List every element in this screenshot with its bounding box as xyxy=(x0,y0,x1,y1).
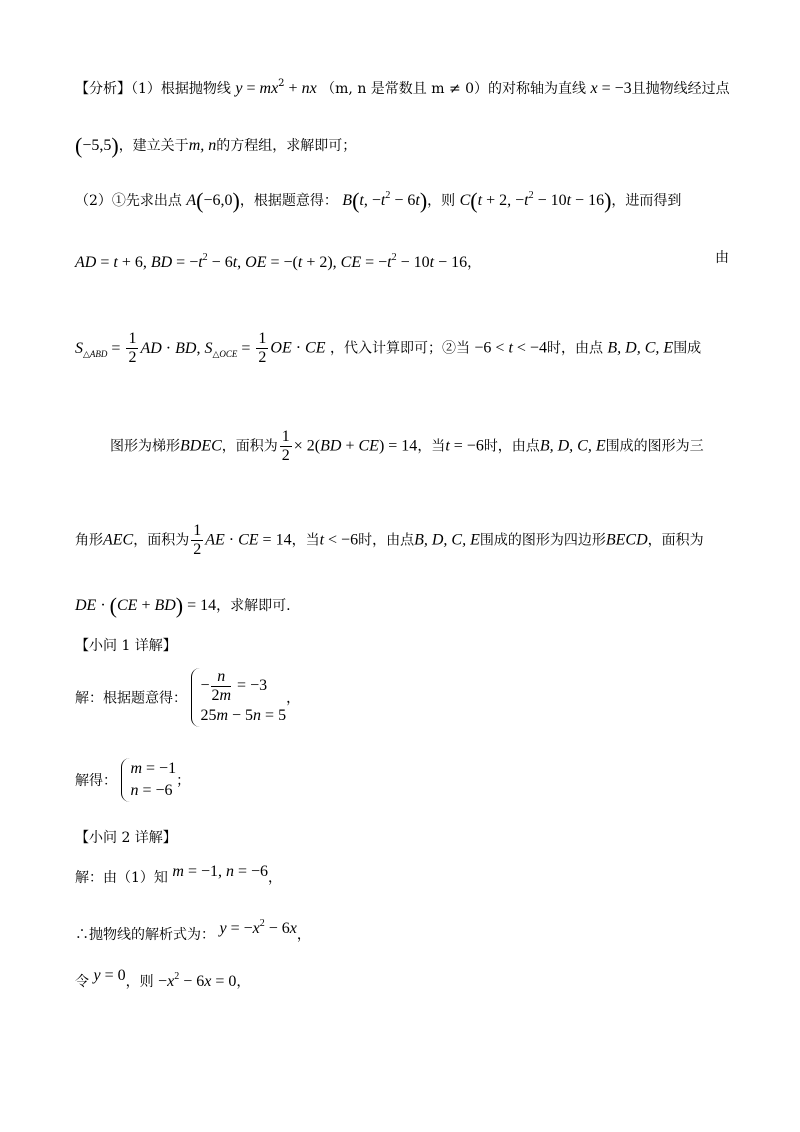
analysis-line-4: AD = t + 6, BD = $-t^2 - 6t$, OE = −(t + 2), CE = $-t^2 - 10t - 16$， 由 xyxy=(75,250,729,271)
parabola-equation: y xyxy=(235,80,243,97)
part1-system: 解：根据题意得： − $\frac{n}{2m}$ = −3 25m − 5n = 5 ， xyxy=(75,668,800,727)
analysis-line-8: DE · (CE + BD) = 14，求解即可. xyxy=(75,593,291,618)
analysis-line-5: $S_{\triangle ABD}$ = $\frac{1}{2}$ AD · BD, $S_{\triangle OCE}$ = $\frac{1}{2}$ OE · CE ，代入计算即可；②当 −6 < t < −4时，由点 B, D, C, E围成 xyxy=(75,330,702,366)
analysis-line-7: 角形AEC，面积为 $\frac{1}{2}$ AE · CE = 14，当t < −6时，由点B, D, C, E围成的图形为四边形BECD，面积为 xyxy=(75,522,704,558)
analysis-line-1: 【分析】（1）根据抛物线 $y = mx^2$ + nx （m, n 是常数且 m ≠ 0）的对称轴为直线 x = −3且抛物线经过点 xyxy=(75,78,730,97)
analysis-line-3: （2）①先求出点 A(−6,0)，根据题意得： B(t, $-t^2 - 6t$)，则 C(t + 2, $-t^2 - 10t - 16$)，进而得到 xyxy=(75,188,682,213)
part1-heading: 【小问 1 详解】 xyxy=(75,638,177,654)
analysis-heading: 【分析】 xyxy=(75,81,131,97)
part2-parabola: ∴抛物线的解析式为： $y = -x^2 - 6x$， xyxy=(75,918,311,943)
part2-heading: 【小问 2 详解】 xyxy=(75,830,177,846)
part2-from1: 解：由（1）知 m = −1, n = −6， xyxy=(75,863,283,886)
analysis-line-2: (−5,5)，建立关于m, n的方程组，求解即可； xyxy=(75,133,357,158)
part1-solution: 解得： m = −1 n = −6 ； xyxy=(75,758,800,802)
analysis-line-6: 图形为梯形BDEC，面积为 $\frac{1}{2}$ × 2(BD + CE) = 14，当t = −6时，由点B, D, C, E围成的图形为三 xyxy=(110,428,704,464)
part2-let: 令 y = 0，则 $-x^2 - 6x = 0$， xyxy=(75,967,251,990)
